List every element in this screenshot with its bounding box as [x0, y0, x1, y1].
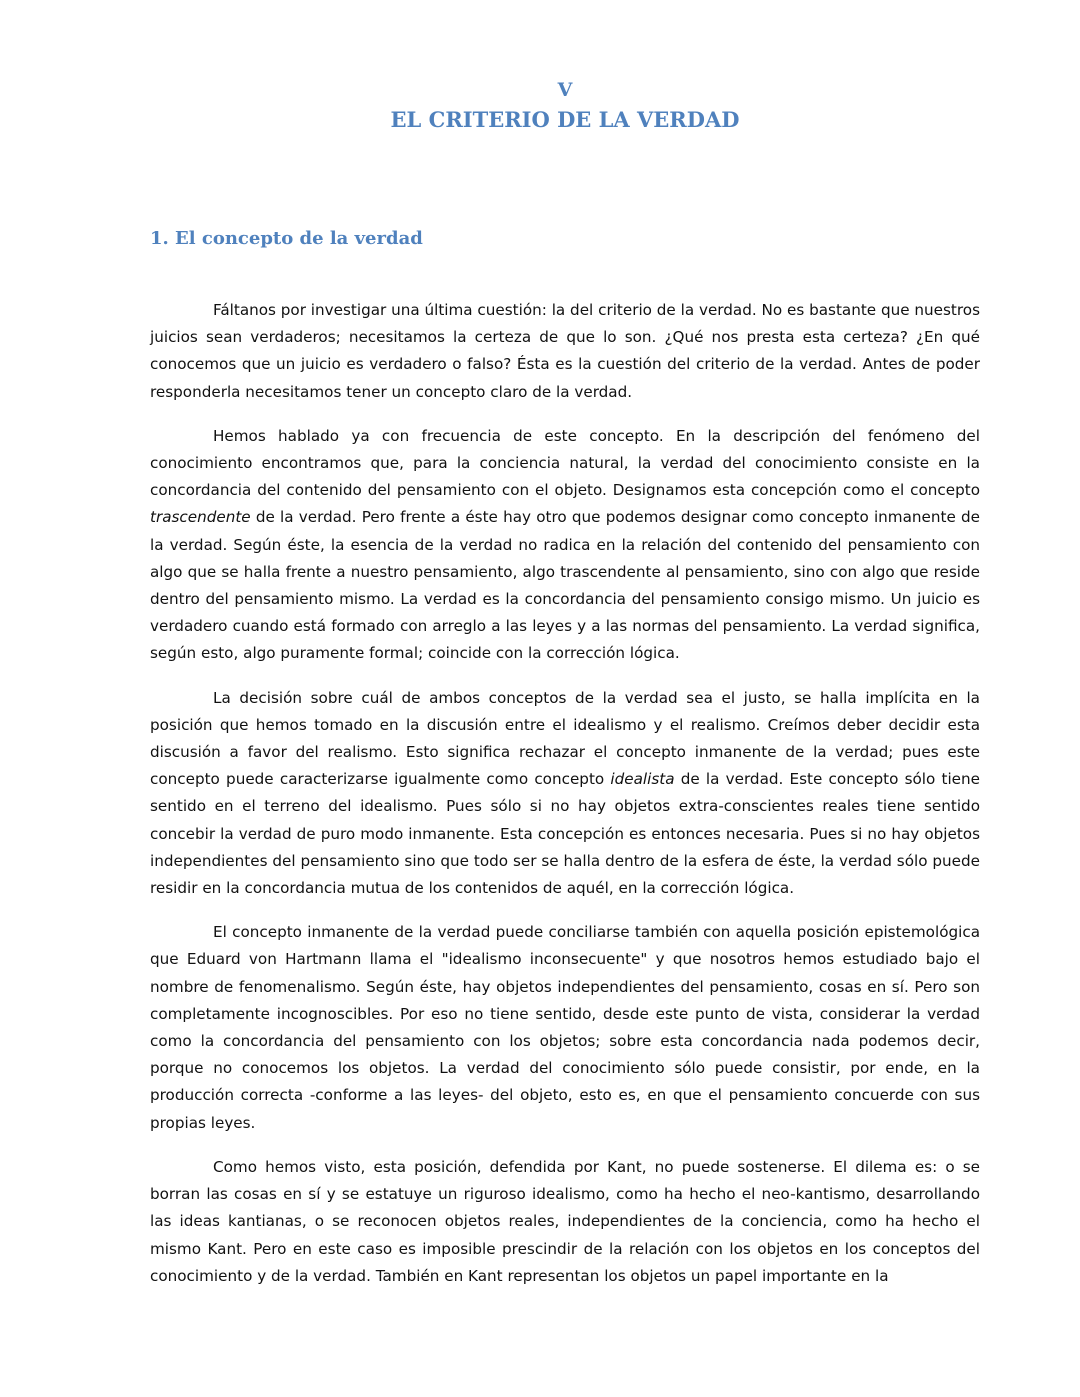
paragraph-2: [150, 423, 980, 668]
paragraph-1: Fáltanos por investigar una última cuestión: la del criterio de la verdad. No es bastante que nuestros juicios sean verdaderos; necesitamos la certeza de que lo son. ¿Qué nos presta esta certeza? ¿En qué conocemos que un juicio es verdadero o falso? Ésta es la cuestión del criterio de la verdad. Antes de poder responderla necesitamos tener un concepto claro de la verdad.: [150, 301, 980, 401]
paragraph-4: El concepto inmanente de la verdad puede conciliarse también con aquella posición epistemológica que Eduard von Hartmann llama el "idealismo inconsecuente" y que nosotros hemos estudiado bajo el nombre de fenomenalismo. Según éste, hay objetos independientes del pensamiento, cosas en sí. Pero son completamente incognoscibles. Por eso no tiene sentido, desde este punto de vista, considerar la verdad como la concordancia del pensamiento con los objetos; sobre esta concordancia nada podemos decir, porque no conocemos los objetos. La verdad del conocimiento sólo puede consistir, por ende, en la producción correcta -conforme a las leyes- del objeto, esto es, en que el pensamiento concuerde con sus propias leyes.: [150, 923, 980, 1132]
paragraph-5: Como hemos visto, esta posición, defendida por Kant, no puede sostenerse. El dilema es: o se borran las cosas en sí y se estatuye un riguroso idealismo, como ha hecho el neo-kantismo, desarrollando las ideas kantianas, o se reconocen objetos reales, independientes de la conciencia, como ha hecho el mismo Kant. Pero en este caso es imposible prescindir de la relación con los objetos en los conceptos del conocimiento y de la verdad. También en Kant representan los objetos un papel importante en la: [150, 1157, 980, 1285]
chapter-title: EL CRITERIO DE LA VERDAD: [390, 107, 740, 132]
section-heading: 1. El concepto de la verdad: [150, 228, 423, 249]
paragraph-2-text-a: Hemos hablado ya con frecuencia de este concepto. En la descripción del fenómeno del conocimiento encontramos que, para la conciencia natural, la verdad del conocimiento consiste en la concordancia del contenido del pensamiento con el objeto. Designamos esta concepción como el concepto: [150, 426, 980, 500]
chapter-number: V: [557, 79, 573, 101]
paragraph-3: [150, 685, 980, 903]
paragraph-3-emphasis: idealista: [610, 770, 675, 789]
paragraph-2-emphasis: trascendente: [150, 508, 251, 527]
body-text: [150, 297, 980, 1307]
paragraph-3-text-a: La decisión sobre cuál de ambos conceptos de la verdad sea el justo, se halla implícita en la posición que hemos tomado en la discusión entre el idealismo y el realismo. Creímos deber decidir esta discusión a favor del realismo. Esto significa rechazar el concepto inmanente de la verdad; pues este concepto puede caracterizarse igualmente como concepto: [150, 688, 980, 789]
paragraph-2-text-b: de la verdad. Pero frente a éste hay otro que podemos designar como concepto inmanente de la verdad. Según éste, la esencia de la verdad no radica en la relación del contenido del pensamiento con algo que se halla frente a nuestro pensamiento, algo trascendente al pensamiento, sino con algo que reside dentro del pensamiento mismo. La verdad es la concordancia del pensamiento consigo mismo. Un juicio es verdadero cuando está formado con arreglo a las leyes y a las normas del pensamiento. La verdad significa, según esto, algo puramente formal; coincide con la corrección lógica.: [150, 508, 980, 663]
paragraph-3-text-b: de la verdad. Este concepto sólo tiene sentido en el terreno del idealismo. Pues sólo si no hay objetos extra-conscientes reales tiene sentido concebir la verdad de puro modo inmanente. Esta concepción es entonces necesaria. Pues si no hay objetos independientes del pensamiento sino que todo ser se halla dentro de la esfera de éste, la verdad sólo puede residir en la concordancia mutua de los contenidos de aquél, en la corrección lógica.: [150, 770, 980, 898]
